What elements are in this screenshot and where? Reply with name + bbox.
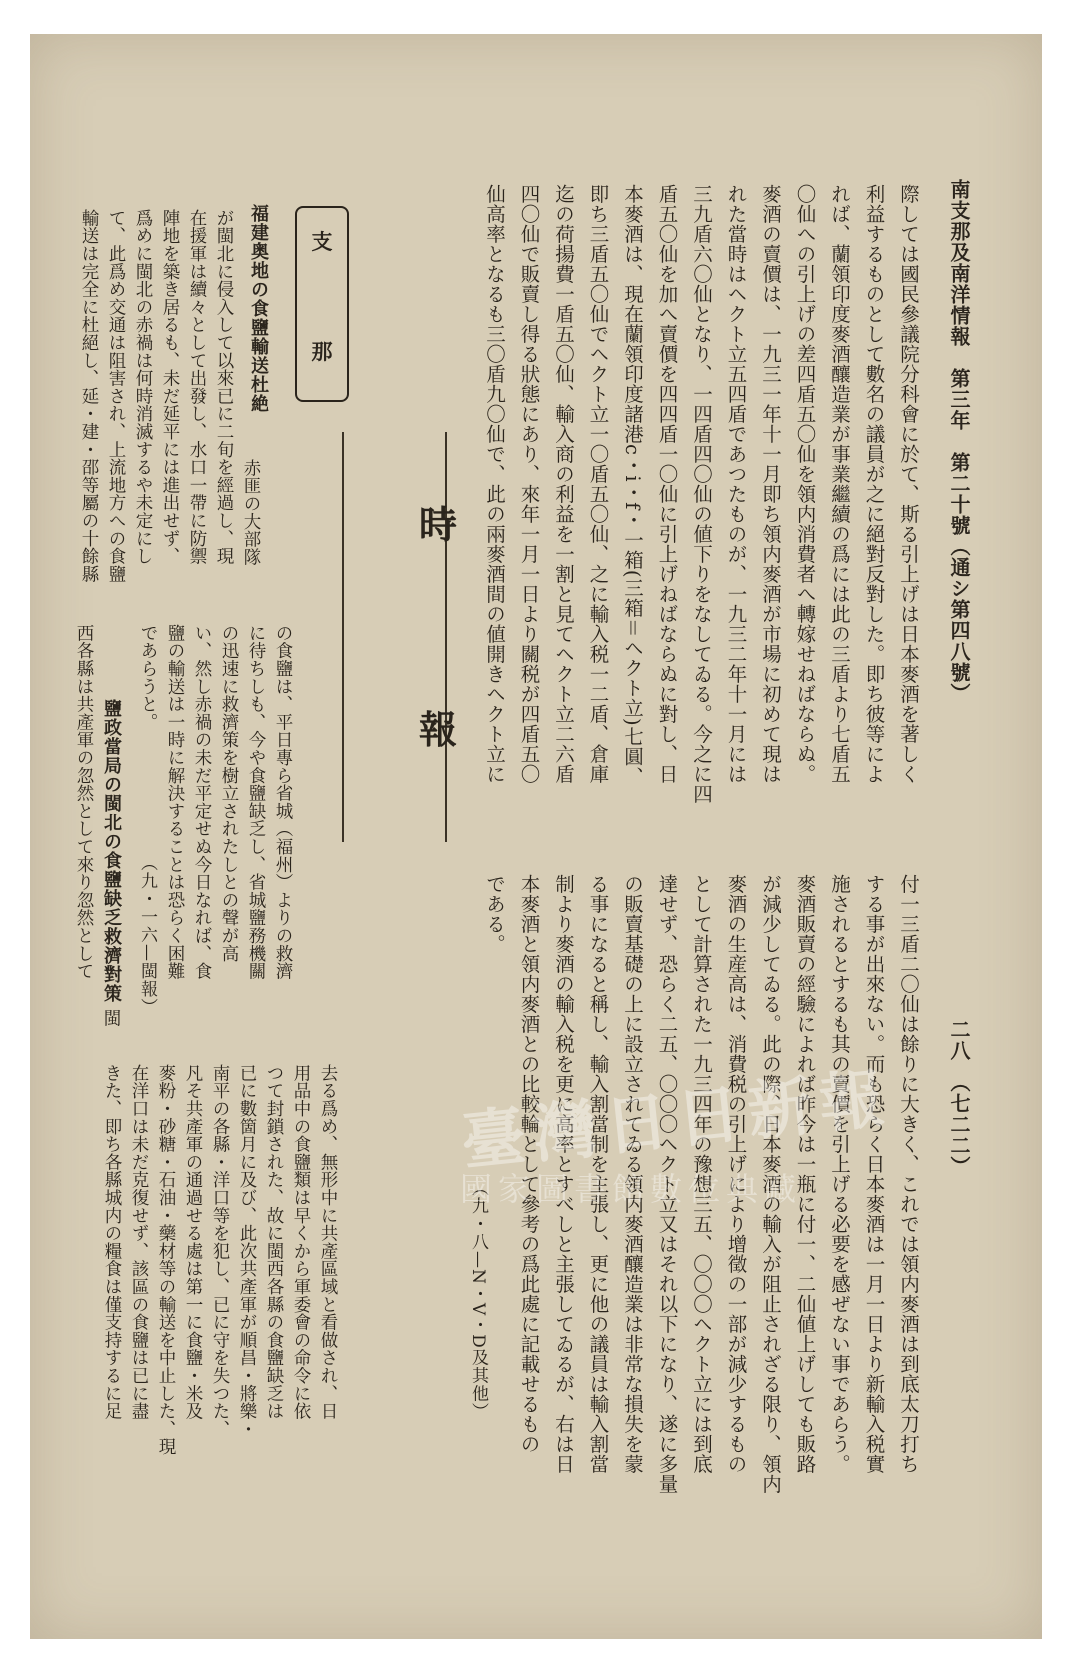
text-column: 盾五〇仙を加へ賣價を四四盾一〇仙に引上げねばならぬに對し、日 bbox=[655, 184, 679, 784]
scanned-page bbox=[30, 34, 1042, 1639]
text-column: である。 bbox=[483, 874, 506, 954]
text-column: 〇仙への引上げの差四盾五〇仙を領内消費者へ轉嫁せねばならぬ。 bbox=[793, 184, 817, 784]
page-number: 二八 （七二二） bbox=[947, 1019, 971, 1177]
text-column: 用品中の食鹽類は早くから軍委會の命令に依 bbox=[291, 1064, 311, 1420]
text-column: 陣地を築き居るも、未だ延平には進出せず、 bbox=[160, 209, 180, 565]
article2-headline: 鹽政當局の閩北の食鹽缺乏救濟對策 bbox=[101, 699, 122, 1003]
text-column: 輸送は完全に杜絕し、延・建・邵等屬の十餘縣 bbox=[79, 209, 99, 583]
text-column: て、此爲め交通は阻害され、上流地方への食鹽 bbox=[106, 209, 126, 583]
text-column: が減少してゐる。此の際、日本麥酒の輸入が阻止されざる限り、領内 bbox=[759, 874, 782, 1494]
text-column: 施されるとするも其の賣價を引上げる必要を感ぜない事であらう。 bbox=[828, 874, 851, 1474]
text-column: 鹽の輸送は一時に解決することは恐らく困難 bbox=[165, 624, 185, 980]
text-column: 麥粉・砂糖・石油・藥材等の輸送を中止した、現 bbox=[156, 1064, 176, 1456]
library-watermark-sub: 國家圖書館數位典藏 bbox=[460, 1170, 803, 1208]
text-column: 仙高率となるも三〇盾九〇仙で、此の兩麥酒間の値開きヘクト立に bbox=[483, 184, 506, 784]
text-column: つて封鎖された、故に閩西各縣の食鹽缺乏は bbox=[264, 1064, 284, 1420]
text-column: 本麥酒と領内麥酒との比較輪として參考の爲此處に記載せるもの bbox=[517, 874, 541, 1454]
text-column: 付一三盾二〇仙は餘りに大きく、これでは領内麥酒は到底太刀打ち bbox=[897, 874, 920, 1474]
text-column: れた當時はヘクト立五四盾であつたものが、一九三二年十一月には bbox=[724, 184, 748, 784]
text-column: 凡そ共產軍の通過せる處は第一に食鹽・米及 bbox=[183, 1064, 203, 1420]
text-column: 在援軍は續々として出發し、水口一帶に防禦 bbox=[187, 209, 207, 565]
text-column: 南平の各縣・洋口等を犯し、已に守を失つた、 bbox=[210, 1064, 230, 1438]
text-column: 三九盾六〇仙となり、一四盾四〇仙の値下りをなしてゐる。今之に四 bbox=[690, 184, 713, 804]
region-label-box bbox=[295, 206, 349, 402]
section-rule-left bbox=[342, 432, 344, 842]
running-header: 南支那及南洋情報 第三年 第二十號（通シ第四八號） bbox=[947, 179, 971, 704]
text-column: の迅速に救濟策を樹立されたしとの聲が高 bbox=[219, 624, 239, 963]
text-column: の販賣基礎の上に設立されてゐる領内麥酒釀造業は非常な損失を蒙 bbox=[621, 874, 644, 1474]
region-label-char-1: 支 bbox=[311, 229, 333, 254]
text-column: 去る爲め、無形中に共產區域と看做され、日 bbox=[318, 1064, 338, 1420]
text-column: 已に數箇月に及び、此次共產軍が順昌・將樂・ bbox=[237, 1064, 257, 1438]
article1-headline: 福建奥地の食鹽輸送杜絶 bbox=[248, 204, 269, 413]
article1-dateline: （九・一六—閩報） bbox=[137, 854, 157, 1016]
text-column: れば、蘭領印度麥酒釀造業が事業繼續の爲には此の三盾より七盾五 bbox=[828, 184, 851, 784]
text-column: 四〇仙で販賣し得る狀態にあり、來年一月一日より關税が四盾五〇 bbox=[517, 184, 541, 784]
text-column: 麥酒の賣價は、一九三一年十一月即ち領内麥酒が市場に初めて現は bbox=[759, 184, 782, 784]
text-column: 達せず、恐らく二五、〇〇〇ヘクト立又はそれ以下になり、遂に多量 bbox=[655, 874, 679, 1494]
text-column: 爲めに閩北の赤禍は何時消滅するや未定にし bbox=[133, 209, 153, 565]
text-column: の食鹽は、平日專ら省城（福州）よりの救濟 bbox=[273, 624, 293, 980]
section-title-char-2: 報 bbox=[418, 707, 457, 752]
text-column: 即ち三盾五〇仙でヘクト立一〇盾五〇仙、之に輸入税一二盾、倉庫 bbox=[586, 184, 610, 784]
text-column: 際しては國民參議院分科會に於て、斯る引上げは日本麥酒を著しく bbox=[897, 184, 920, 784]
text-column: 赤匪の大部隊 bbox=[241, 459, 261, 566]
text-column: 本麥酒は、現在蘭領印度諸港c・i・f・一箱(三箱＝ヘクト立)七圓、 bbox=[621, 184, 644, 787]
text-column: 在洋口は未だ克復せず、該區の食鹽は已に盡 bbox=[129, 1064, 149, 1420]
text-column: 利益するものとして數名の議員が之に絕對反對した。即ち彼等によ bbox=[862, 184, 886, 784]
region-label-char-2: 那 bbox=[311, 339, 333, 364]
text-column: に待ちしも、今や食鹽缺乏し、省城鹽務機關 bbox=[246, 624, 266, 980]
text-column: る事になると稱し、輸入割當制を主張し、更に他の議員は輸入割當 bbox=[586, 874, 610, 1474]
text-column: する事が出來ない。而も恐らく日本麥酒は一月一日より新輸入税實 bbox=[862, 874, 886, 1474]
text-column: 西各縣は共產軍の忽然として來り忽然として bbox=[74, 624, 94, 980]
text-column: い、然し赤禍の未だ平定せぬ今日なれば、食 bbox=[192, 624, 212, 980]
text-column: であらうと。 bbox=[138, 624, 158, 731]
text-column: 制より麥酒の輸入税を更に高率とすべしと主張してゐるが、右は日 bbox=[552, 874, 575, 1474]
text-column: として計算された一九三四年の豫想三五、〇〇〇ヘクト立には到底 bbox=[690, 874, 713, 1474]
text-column: きた、即ち各縣城内の糧食は僅支持するに足 bbox=[102, 1064, 122, 1420]
text-column: 麥酒販賣の經驗によれば昨今は一瓶に付一、二仙値上げしても販路 bbox=[793, 874, 817, 1474]
text-column: 麥酒の生産高は、消費税の引上げにより增徵の一部が減少するもの bbox=[724, 874, 748, 1474]
library-watermark: 臺灣日日新報 bbox=[457, 1061, 896, 1181]
text-column: が閩北に侵入して以來已に二旬を經過し、現 bbox=[214, 209, 234, 565]
section-title-char-1: 時 bbox=[418, 502, 457, 547]
text-column: 閩 bbox=[101, 1009, 121, 1027]
upper-dateline: （九・八—N・V・D及其他） bbox=[468, 1179, 488, 1421]
text-column: 迄の荷揚費一盾五〇仙、輸入商の利益を一割と見てヘクト立二六盾 bbox=[552, 184, 575, 784]
